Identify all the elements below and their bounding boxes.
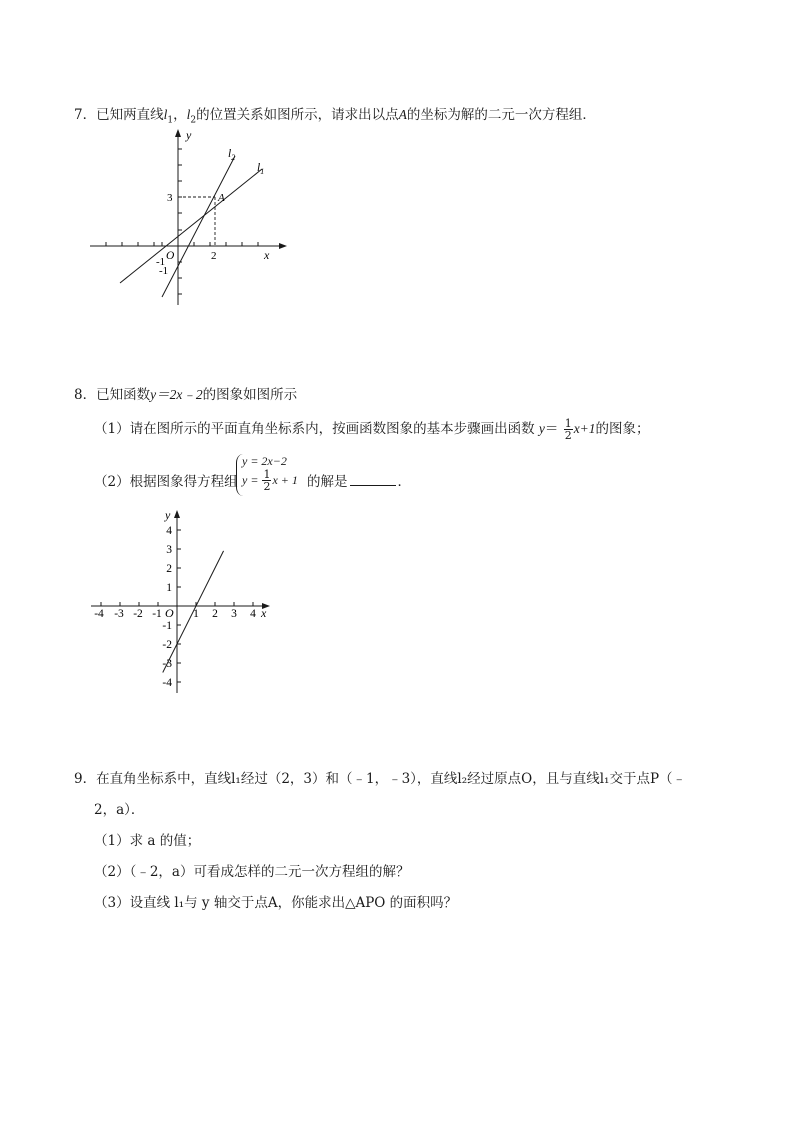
q8-text-a: 已知函数	[96, 387, 151, 403]
q8-part2-suffix	[307, 470, 411, 490]
q8-eq2-fraction	[262, 469, 271, 492]
q8-y-tick-label: -2	[162, 639, 172, 651]
q8-p1-prefix: （1）请在图所示的平面直角坐标系内，按画函数图象的基本步骤画出函数	[94, 421, 535, 437]
q7-text-a: 已知两直线	[96, 107, 164, 123]
q8-eq2-rhs: x + 1	[272, 473, 298, 487]
q9-part1: （1）求 a 的值；	[94, 833, 201, 849]
q8-y-tick-label: -4	[162, 677, 172, 689]
q7-tick-2: 2	[211, 250, 217, 262]
q8-origin-label: O	[165, 606, 174, 620]
q7-tick-3: 3	[167, 192, 173, 204]
q9-part3: （3）设直线 l₁与 y 轴交于点A，你能求出△APO 的面积吗？	[94, 895, 458, 911]
q7-x-label: x	[264, 248, 270, 262]
q7-y-label: y	[186, 128, 192, 142]
q8-p1-tail: x+1	[573, 421, 596, 436]
q8-p1-fraction	[564, 418, 573, 441]
q8-x-tick-labels	[94, 608, 256, 620]
q8-eq2-lhs: y =	[242, 473, 262, 487]
q8-p1-y: y	[538, 421, 545, 436]
q7-l1-sub: 1	[167, 115, 174, 126]
q8-eq2-num: 1	[263, 468, 271, 481]
q8-x-tick-label: 1	[193, 608, 199, 620]
q8-x-tick-label: 3	[231, 608, 237, 620]
q8-y-label: y	[165, 508, 171, 522]
q7-l2-label: $l_2$	[228, 148, 236, 162]
q7-text	[74, 103, 596, 126]
q7-sep: ，	[173, 107, 187, 123]
q7-text-c: 的坐标为解的二元一次方程组．	[406, 107, 596, 123]
q8-y-tick-label: 2	[166, 563, 172, 575]
q8-y-tick-label: 4	[166, 525, 172, 537]
q8-p1-suffix: 的图象；	[595, 421, 650, 437]
q8-p1-den: 2	[564, 429, 572, 442]
q8-x-tick-label: 4	[250, 608, 256, 620]
q8-text	[74, 383, 297, 403]
q8-x-tick-label: -1	[152, 608, 162, 620]
q8-x-tick-label: -3	[114, 608, 124, 620]
q8-p1-eq: ＝	[544, 421, 559, 437]
q9-number: 9．	[74, 771, 97, 787]
q7-l1-label: $l_1$	[257, 162, 265, 176]
q8-x-label: x	[261, 606, 267, 620]
q8-eq2-den: 2	[263, 480, 271, 493]
q7-y-ticks	[178, 149, 182, 294]
q8-func: y＝2x﹣2	[150, 387, 203, 402]
q8-p2-end: ．	[397, 474, 411, 490]
q7-point-a: A	[398, 107, 407, 122]
q8-answer-blank[interactable]	[350, 473, 396, 486]
q8-part2-prefix: （2）根据图象得方程组	[94, 474, 238, 490]
q9-line1	[74, 767, 686, 787]
q7-point-a-label: A	[218, 192, 225, 204]
q7-origin-label: O	[166, 250, 175, 262]
q8-y-arrow	[174, 510, 180, 518]
q7-x-ticks	[106, 242, 258, 246]
q8-text-b: 的图象如图所示	[202, 387, 298, 403]
q9-line2: 2，a）．	[94, 802, 145, 818]
q8-y-tick-label: 3	[166, 544, 172, 556]
q8-y-tick-label: -3	[162, 658, 172, 670]
q7-x-arrow	[279, 243, 287, 249]
q7-y-arrow	[175, 129, 181, 137]
q8-number: 8．	[74, 387, 97, 403]
q7-l1: l	[163, 107, 168, 122]
q8-eq1: y = 2x−2	[242, 454, 287, 468]
q8-x-tick-label: 2	[212, 608, 218, 620]
q9-text: 在直角坐标系中，直线l₁经过（2，3）和（﹣1，﹣3），直线l₂经过原点O，且与直线l₁交于点P（﹣	[96, 771, 687, 787]
q8-figure	[85, 505, 285, 700]
q8-part1	[94, 412, 650, 446]
q8-p1-num: 1	[564, 417, 572, 430]
q8-y-tick-label: -1	[162, 620, 172, 632]
q8-x-tick-label: -2	[133, 608, 143, 620]
q8-p2-suffix: 的解是	[307, 474, 348, 490]
q8-eq2	[242, 469, 298, 492]
q7-l2-sub: 2	[190, 115, 197, 126]
q8-y-tick-label: 1	[166, 582, 172, 594]
q8-x-tick-label: -4	[94, 608, 104, 620]
q7-line-l1	[120, 169, 262, 283]
q7-line-l2	[162, 156, 235, 297]
q7-tick-neg1-x: -1	[156, 256, 166, 268]
q7-tick-neg1-y: -1	[159, 265, 169, 277]
q7-l2: l	[186, 107, 191, 122]
q7-figure	[80, 125, 300, 315]
q9-part2: （2）（﹣2，a）可看成怎样的二元一次方程组的解？	[94, 864, 410, 880]
q7-number: 7．	[74, 107, 97, 123]
q7-text-b: 的位置关系如图所示，请求出以点	[196, 107, 399, 123]
